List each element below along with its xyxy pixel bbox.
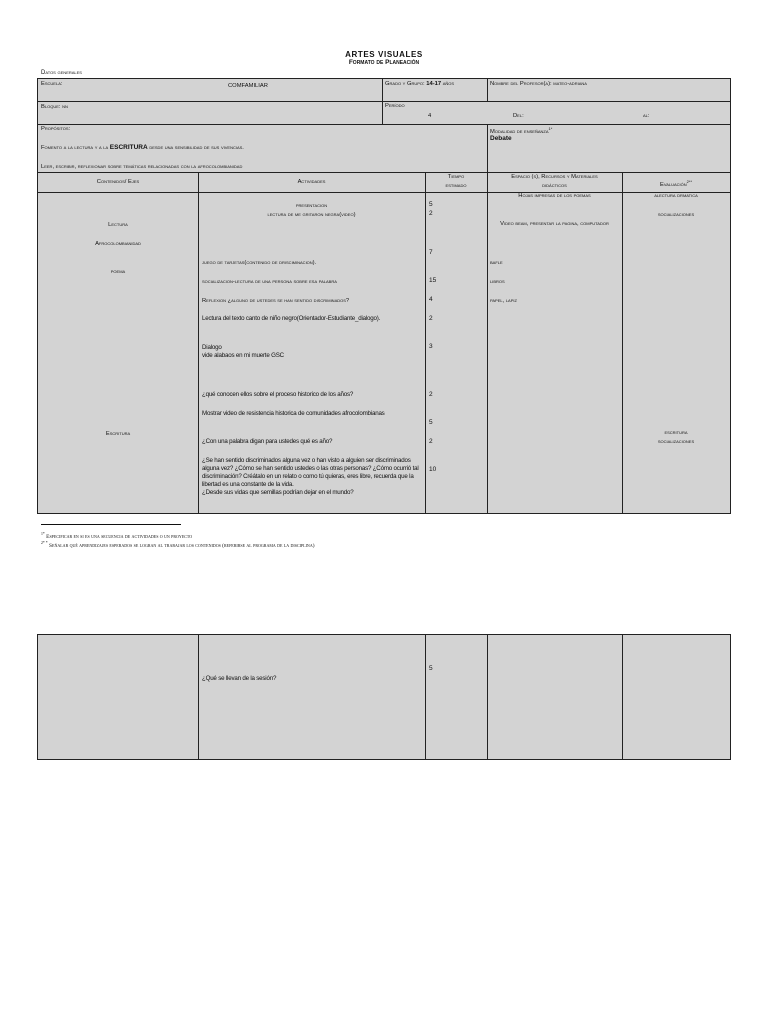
- activity-item: presentacion: [295, 203, 328, 209]
- grado-label: Grado y Grupo:: [385, 81, 425, 87]
- resource-papel: papel, lapiz: [490, 298, 517, 304]
- time-value: 5: [429, 201, 433, 208]
- bloque-label: Bloque:: [41, 104, 61, 110]
- continuation-table: [37, 634, 731, 760]
- time-value: 2: [429, 391, 433, 398]
- activity-item: Dialogo vide alabaos en mi muerte GSC: [202, 344, 284, 360]
- footnote-2-mark: 2* *: [41, 541, 48, 545]
- bloque-value: nn: [62, 104, 68, 110]
- footnote-1-text: Especificar en si es una secuencia de actividades o un proyecto: [46, 533, 193, 540]
- footnote-rule: [41, 524, 181, 525]
- activity-item: socializacion-lectura de una persona sobre esa palabra: [202, 279, 337, 285]
- modalidad-label: Modalidad de enseñanza: [490, 128, 549, 135]
- profesor-label: Nombre del Profesor(a):: [490, 81, 552, 87]
- activity-item: Lectura del texto canto de niño negro(Orientador-Estudiante_dialogo).: [202, 315, 381, 322]
- propositos-line2: Leer, escribir, reflexionar sobre temáticas relacionadas con la afrocolombianidad: [41, 164, 243, 170]
- col-header-contenidos: Contenidos/ Ejes: [96, 179, 140, 185]
- activity-item: juego de tarjetas(contenido de drisciminacion).: [202, 260, 317, 266]
- propositos-line1-c: desde una sensibilidad de sus vivencias.: [149, 145, 244, 151]
- time-value: 5: [429, 419, 433, 426]
- bloque-field: [41, 104, 68, 112]
- propositos-label: Propósitos:: [41, 126, 71, 132]
- time-value: 2: [429, 210, 433, 217]
- modalidad-mark: 1*: [548, 126, 553, 131]
- eval-socializaciones-1: socializaciones: [657, 212, 695, 218]
- activity-item: Reflexion ¿alguno de ustedes se han sentido discriminados?: [202, 298, 350, 304]
- time-value: 2: [429, 438, 433, 445]
- resource-video: Video beam, presentar la pagina, computador: [500, 221, 609, 227]
- col-header-tiempo-2: estimado: [445, 183, 467, 189]
- profesor-value: mateo-adriana: [553, 81, 587, 87]
- grado-suffix: años: [442, 81, 455, 87]
- activity-item: ¿qué conocen ellos sobre el proceso historico de los años?: [202, 391, 354, 398]
- time-value: 10: [429, 466, 437, 473]
- planning-table: [37, 78, 731, 514]
- evaluacion-mark: 2**: [686, 179, 693, 184]
- activity-item: Mostrar video de resistencia historica de comunidades afrocolombianas: [202, 410, 385, 417]
- time-value: 5: [429, 665, 433, 672]
- contenido-escritura: Escritura: [105, 431, 131, 437]
- resource-hojas: Hojas impresas de los poemas: [518, 193, 591, 199]
- document-subtitle: Formato de Planeación: [348, 59, 420, 66]
- escuela-label: Escuela:: [41, 81, 63, 87]
- footnote-1: [41, 532, 192, 540]
- periodo-value: 4: [428, 113, 432, 119]
- time-value: 4: [429, 296, 433, 303]
- escuela-value: COMFAMILIAR: [228, 83, 268, 89]
- activity-item: ¿Se han sentido discriminados alguna vez o han visto a alguien ser discriminados alguna vez? ¿Cómo se han sentido ustedes o las otras personas? ¿Cómo ocurrió tal discriminación? Créátalo en un relato o como tú quieras, eres libre, recuerda que la libertad es una constante de la vida. ¿Desde sus vidas que semillas podrían dejar en el mundo?: [202, 457, 419, 497]
- propositos-line1-a: Fomento a la lectura y a la: [41, 145, 109, 151]
- col-header-espacio-2: didácticos: [542, 183, 567, 189]
- datos-generales-label: Datos generales: [41, 70, 82, 76]
- col-header-evaluacion: [622, 179, 730, 189]
- time-value: 3: [429, 343, 433, 350]
- col-header-espacio-1: Espacio (s), Recursos y Materiales: [511, 174, 598, 180]
- profesor-field: [490, 81, 587, 89]
- modalidad-value: Debate: [490, 135, 512, 142]
- contenido-afrocolombianidad: Afrocolombianidad: [95, 241, 141, 247]
- del-label: Del:: [513, 113, 524, 119]
- footnote-1-mark: 1*: [41, 532, 45, 536]
- eval-alectura: alectura drmatica: [654, 193, 698, 199]
- activity-item: ¿Con una palabra digan para ustedes qué es año?: [202, 438, 333, 445]
- col-header-tiempo-1: Tiempo: [447, 174, 465, 180]
- grado-field: [385, 81, 454, 89]
- eval-escritura: escritura: [664, 430, 688, 436]
- footnote-2-text: Señalar qué aprendizajes esperados se logran al trabajar los contenidos (referirse al programa de la disciplina): [49, 542, 315, 549]
- document-title: ARTES VISUALES: [345, 50, 423, 59]
- eval-socializaciones-2: socializaciones: [657, 439, 695, 445]
- al-label: al:: [643, 113, 650, 119]
- time-value: 7: [429, 249, 433, 256]
- activity-item: ¿Qué se llevan de la sesión?: [202, 675, 277, 682]
- periodo-label: Período: [385, 103, 405, 109]
- propositos-line1: [41, 144, 244, 153]
- evaluacion-label: Evaluación: [659, 181, 687, 188]
- time-value: 2: [429, 315, 433, 322]
- footnote-2: [41, 541, 315, 549]
- activity-item: lectura de me gritaron negra(video): [267, 212, 356, 218]
- grado-value: 14-17: [426, 81, 442, 87]
- contenido-poema: poema: [110, 269, 126, 275]
- contenido-lectura: Lectura: [108, 222, 128, 228]
- time-value: 15: [429, 277, 437, 284]
- col-header-actividades: Actividades: [297, 179, 326, 185]
- resource-libros: libros: [490, 279, 505, 285]
- resource-bafle: bafle: [490, 260, 503, 266]
- propositos-line1-b: ESCRITURA: [109, 144, 148, 151]
